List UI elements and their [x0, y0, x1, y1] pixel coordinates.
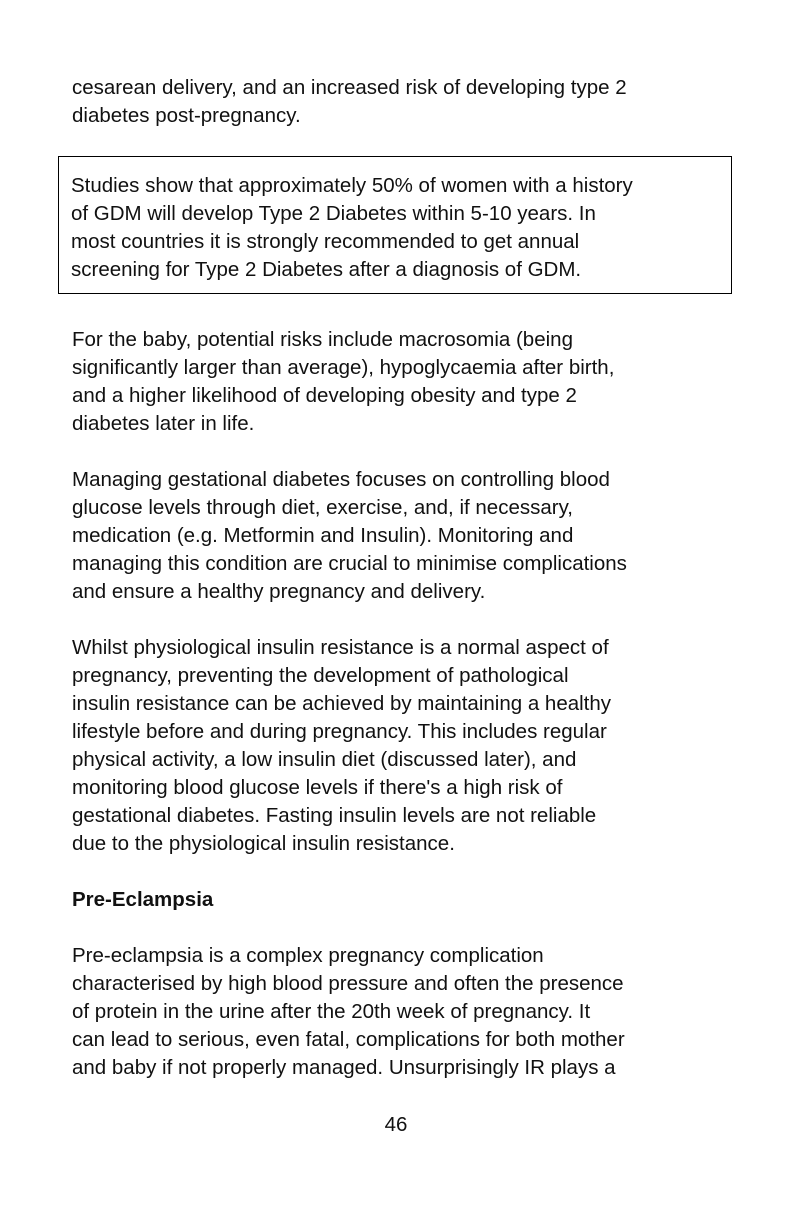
paragraph-baby-risks: For the baby, potential risks include macrosomia (being significantly larger than average), hypoglycaemia after birth, and a higher likelihood of developing obesity and type 2 diabetes later in life. [72, 328, 615, 435]
callout-text: Studies show that approximately 50% of women with a history of GDM will develop Type 2 Diabetes within 5-10 years. In most countries it is strongly recommended to get annual screening for Type 2 Diabetes after a diagnosis of GDM. [71, 174, 633, 281]
paragraph-pre-eclampsia: Pre-eclampsia is a complex pregnancy complication characterised by high blood pressure and often the presence of protein in the urine after the 20th week of pregnancy. It can lead to serious, even fatal, complications for both mother and baby if not properly managed. Unsurprisingly IR plays a [72, 944, 625, 1079]
callout-box [58, 156, 732, 294]
section-heading: Pre-Eclampsia [72, 888, 214, 911]
paragraph-managing-gd: Managing gestational diabetes focuses on controlling blood glucose levels through diet, exercise, and, if necessary, medication (e.g. Metformin and Insulin). Monitoring and managing this condition are crucial to minimise complications and ensure a healthy pregnancy and delivery. [72, 468, 627, 603]
paragraph-insulin-resistance: Whilst physiological insulin resistance is a normal aspect of pregnancy, preventing the development of pathological insulin resistance can be achieved by maintaining a healthy lifestyle before and during pregnancy. This includes regular physical activity, a low insulin diet (discussed later), and monitoring blood glucose levels if there's a high risk of gestational diabetes. Fasting insulin levels are not reliable due to the physiological insulin resistance. [72, 636, 612, 855]
paragraph-continuation: cesarean delivery, and an increased risk of developing type 2 diabetes post-pregnancy. [72, 76, 627, 127]
page-number: 46 [384, 1113, 408, 1136]
